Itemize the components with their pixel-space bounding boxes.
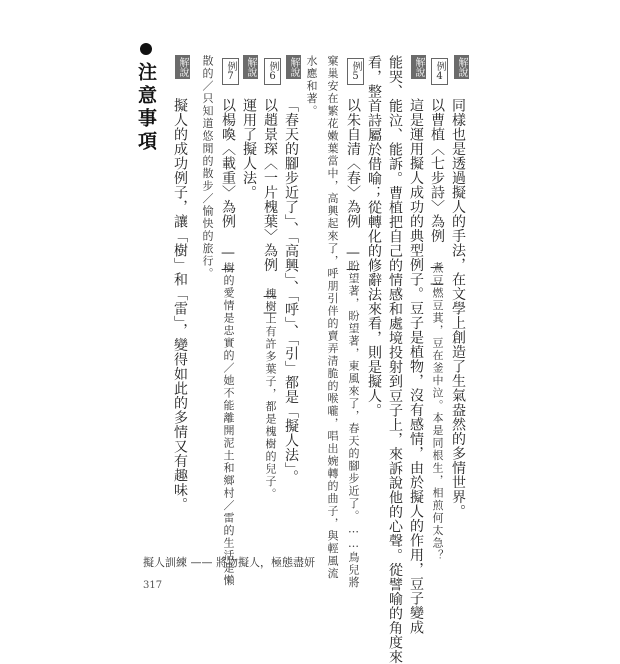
bullet-icon: [140, 43, 152, 55]
explain-tag: 解說: [413, 57, 424, 77]
example-7-poem: 樹的愛情是忠實的／她不能離開泥土和鄉村／雷的生活是懶: [222, 262, 235, 587]
explain-tag: 解說: [245, 57, 256, 77]
explain-tag: 解說: [288, 57, 299, 77]
text-column: 同樣也是透過擬人的手法，在文學上創造了生氣盎然的多情世界。: [450, 98, 466, 519]
example-5-poem: 盼望著，盼望著，東風來了，春天的腳步近了。……鳥兒將: [347, 260, 360, 589]
example-6-tag: 例6: [264, 58, 281, 85]
example-4-poem: 煮豆燃豆萁，豆在釜中泣。本是同根生，相煎何太急？: [431, 262, 444, 562]
example-7-tag: 例7: [222, 58, 239, 85]
example-5-poem-end: 水應和著。: [305, 55, 318, 118]
text-column: 運用了擬人法。: [241, 98, 257, 200]
text-column: 「春天的腳步近了」、「高興」、「呼」、「引」都是「擬人法」。: [283, 98, 299, 484]
text-column: 這是運用擬人成功的典型例子。豆子是植物，沒有感情，由於擬人的作用，豆子變成: [408, 98, 424, 635]
example-7-intro: 以楊喚〈載重〉為例 ——: [220, 98, 236, 278]
explain-tag: 解說: [456, 57, 467, 77]
example-6-intro: 以趙景琛〈一片槐葉〉為例 ——: [262, 98, 278, 322]
section-heading: 注意事項: [135, 62, 157, 154]
example-6-poem: 槐樹上有許多葉子，都是槐樹的兒子。: [264, 288, 277, 501]
text-column: 能哭、能泣、能訴。曹植把自己的情感和處境投射到豆子上，來訴說他的心聲。從譬喻的角度來: [387, 55, 403, 664]
example-4-tag: 例4: [431, 58, 448, 85]
example-5-poem-cont: 窠巢安在繁花嫩葉當中，高興起來了，呼朋引伴的賣弄清脆的喉嚨，唱出婉轉的曲子，與輕風流: [326, 55, 339, 580]
example-5-tag: 例5: [347, 58, 364, 85]
page-number: 317: [143, 580, 163, 591]
explain-tag: 解說: [177, 57, 188, 77]
example-7-poem-cont: 散的／只知道悠閒的散步／愉快的旅行。: [201, 55, 214, 280]
text-column: 擬人的成功例子，讓「樹」和「雷」，變得如此的多情又有趣味。: [172, 98, 188, 512]
running-footer: 擬人訓練 —— 將物擬人，極態盡妍: [143, 556, 315, 569]
example-4-intro: 以曹植〈七步詩〉為例 ——: [429, 98, 445, 293]
example-5-intro: 以朱自清〈春〉為例 ——: [345, 98, 361, 278]
text-column: 看，整首詩屬於借喻；從轉化的修辭法來看，則是擬人。: [366, 55, 382, 418]
